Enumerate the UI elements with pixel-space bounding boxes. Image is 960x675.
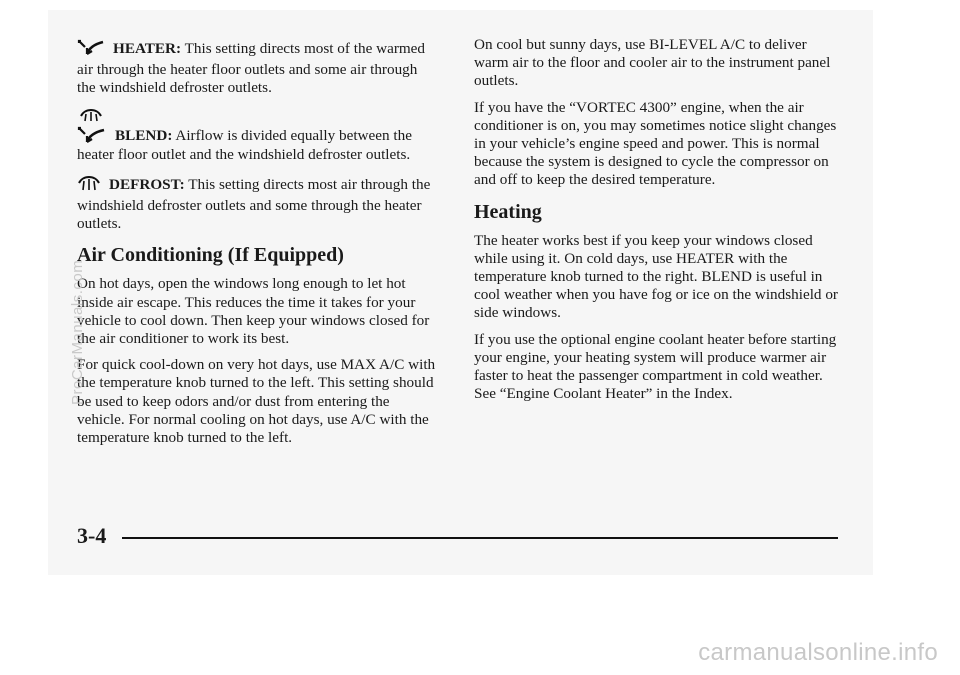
heater-text: This setting directs most of the warmed air through the heater floor outlets and some air through the windshield defroster outlets. bbox=[77, 40, 426, 97]
heater-description bbox=[77, 38, 439, 98]
vortec-paragraph: If you have the “VORTEC 4300” engine, when the air conditioner is on, you may sometimes notice slight changes in your vehicle’s engine speed and power. This is normal because the system is designed to cycle the compressor on and off to keep the desired temperature. bbox=[474, 98, 837, 189]
defrost-icon bbox=[81, 110, 101, 121]
defrost-text: This setting directs most air through the windshield defroster outlets and some through the heater outlets. bbox=[77, 175, 431, 233]
blend-text: Airflow is divided equally between the heater floor outlet and the windshield defroster outlets. bbox=[77, 126, 412, 163]
heating-paragraph: The heater works best if you keep your windows closed while using it. On cold days, use HEATER with the temperature knob turned to the right. BLEND is useful in cool weather when you have fog or ice on the windshield or side windows. bbox=[474, 231, 838, 322]
vertical-watermark bbox=[69, 215, 87, 405]
heater-airflow-icon bbox=[77, 38, 105, 61]
defrost-label: DEFROST: bbox=[109, 175, 185, 193]
heating-heading: Heating bbox=[474, 200, 542, 223]
blend-icons bbox=[77, 106, 107, 146]
right-column bbox=[474, 36, 844, 411]
blend-description bbox=[77, 106, 439, 164]
ac-paragraph: On hot days, open the windows long enough to let hot inside air escape. This reduces the time it takes for your vehicle to cool down. Then keep your windows closed for the air conditioner to work its best. bbox=[77, 275, 430, 348]
defrost-icon bbox=[77, 174, 101, 197]
bi-level-paragraph: On cool but sunny days, use BI-LEVEL A/C to deliver warm air to the floor and cooler air to the instrument panel outlets. bbox=[474, 36, 831, 90]
ac-paragraph: For quick cool-down on very hot days, use MAX A/C with the temperature knob turned to the left. This setting should be used to keep odors and/or dust from entering the vehicle. For normal cooling on hot days, use A/C with the temperature knob turned to the left. bbox=[77, 356, 436, 447]
defrost-description bbox=[77, 174, 439, 234]
blend-label: BLEND: bbox=[115, 126, 173, 144]
left-column bbox=[77, 38, 439, 455]
heating-paragraph: If you use the optional engine coolant heater before starting your engine, your heating system will produce warmer air faster to heat the passenger compartment in cold weather. See “Engine Coolant Heater” in the Index. bbox=[474, 330, 837, 403]
site-watermark: carmanualsonline.info bbox=[698, 639, 938, 666]
footer-rule bbox=[122, 537, 838, 539]
air-conditioning-heading: Air Conditioning (If Equipped) bbox=[77, 244, 344, 267]
vertical-watermark-text: ProCarManuals.com bbox=[69, 259, 86, 405]
heater-label: HEATER: bbox=[113, 40, 182, 57]
page-number: 3-4 bbox=[77, 523, 107, 548]
heater-airflow-icon bbox=[79, 128, 104, 142]
